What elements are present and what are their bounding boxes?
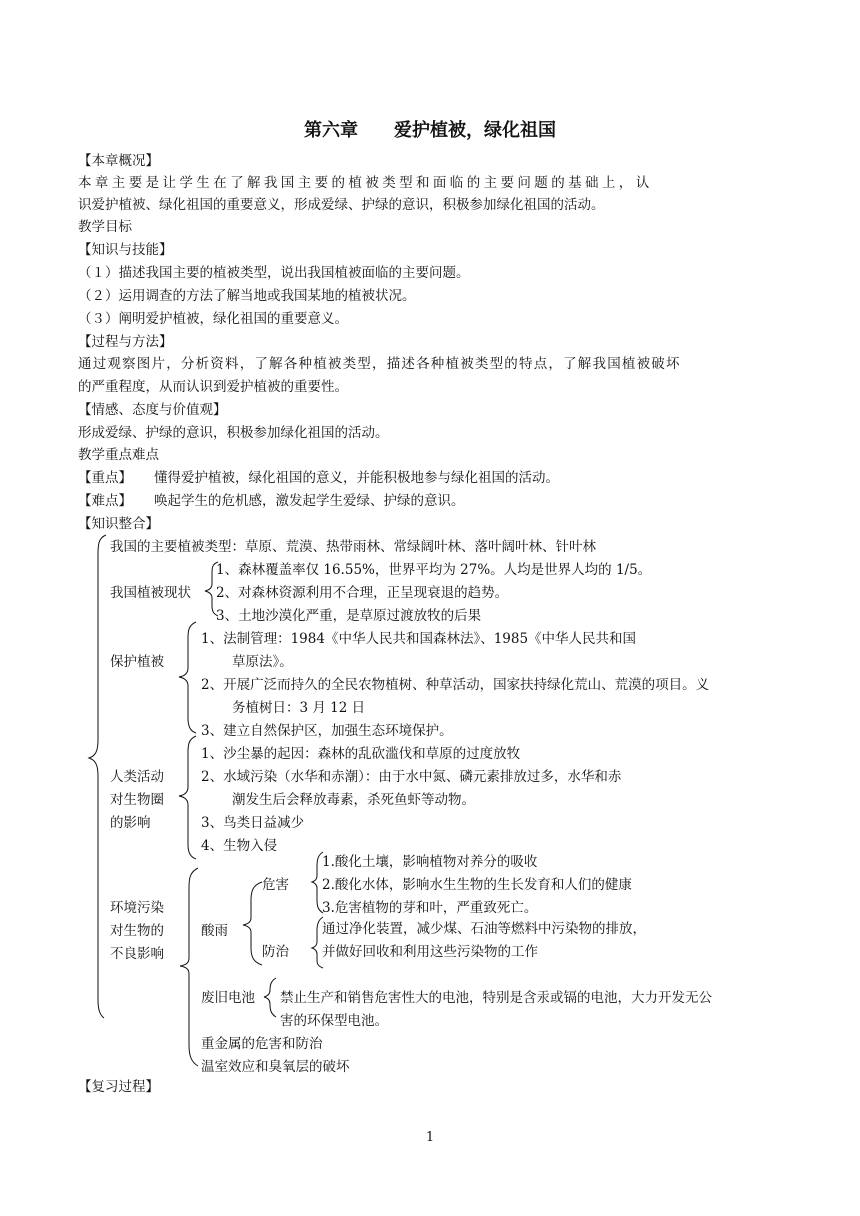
harm-item-1: 1.酸化土壤，影响植物对养分的吸收 — [322, 854, 538, 870]
prevent-item-2: 并做好回收和利用这些污染物的工作 — [322, 944, 538, 960]
chapter-title: 第六章 爱护植被，绿化祖国 — [304, 120, 556, 141]
battery-item-2: 害的环保型电池。 — [280, 1013, 388, 1029]
status-item-3: 3、土地沙漠化严重，是草原过渡放牧的后果 — [216, 608, 482, 624]
protect-item-2-cont: 务植树日：3 月 12 日 — [232, 700, 366, 716]
pollution-label-3: 不良影响 — [110, 946, 164, 962]
protect-item-2: 2、开展广泛而持久的全民农物植树、种草活动，国家扶持绿化荒山、荒漠的项目。义 — [201, 677, 710, 693]
keypoints-heading: 教学重点难点 — [78, 447, 159, 463]
knowledge-item-3: （３）阐明爱护植被，绿化祖国的重要意义。 — [78, 311, 348, 327]
protect-label: 保护植被 — [110, 654, 164, 670]
key-label: 【重点】 — [78, 470, 132, 486]
human-label-3: 的影响 — [110, 815, 151, 831]
human-label-1: 人类活动 — [110, 769, 164, 785]
overview-heading: 【本章概况】 — [78, 153, 159, 169]
process-heading: 【过程与方法】 — [78, 334, 173, 350]
overview-line-2: 识爱护植被、绿化祖国的重要意义，形成爱绿、护绿的意识，积极参加绿化祖国的活动。 — [78, 197, 605, 213]
knowledge-heading: 【知识与技能】 — [78, 242, 173, 258]
knowledge-item-1: （１）描述我国主要的植被类型，说出我国植被面临的主要问题。 — [78, 265, 470, 281]
review-heading: 【复习过程】 — [78, 1079, 159, 1095]
protect-item-1-cont: 草原法》。 — [232, 654, 293, 670]
human-item-1: 1、沙尘暴的起因：森林的乱砍滥伐和草原的过度放牧 — [201, 746, 521, 762]
harm-item-2: 2.酸化水体，影响水生生物的生长发育和人们的健康 — [322, 877, 632, 893]
battery-label: 废旧电池 — [201, 990, 255, 1006]
emotion-line: 形成爱绿、护绿的意识，积极参加绿化祖国的活动。 — [78, 425, 389, 441]
harm-item-3: 3.危害植物的芽和叶，严重致死亡。 — [322, 900, 538, 916]
protect-item-3: 3、建立自然保护区，加强生态环境保护。 — [201, 723, 453, 739]
acid-rain-label: 酸雨 — [201, 923, 228, 939]
process-line-1: 通过观察图片，分析资料，了解各种植被类型，描述各种植被类型的特点，了解我国植被破坏 — [78, 356, 681, 372]
integration-heading: 【知识整合】 — [78, 516, 159, 532]
pollution-label-2: 对生物的 — [110, 923, 164, 939]
harm-label: 危害 — [262, 877, 289, 893]
status-item-2: 2、对森林资源利用不合理，正呈现衰退的趋势。 — [216, 585, 509, 601]
process-line-2: 的严重程度，从而认识到爱护植被的重要性。 — [78, 379, 348, 395]
greenhouse-item: 温室效应和臭氧层的破坏 — [201, 1059, 350, 1075]
goals-heading: 教学目标 — [78, 219, 132, 235]
knowledge-item-2: （２）运用调查的方法了解当地或我国某地的植被状况。 — [78, 288, 416, 304]
difficulty-text: 唤起学生的危机感，激发起学生爱绿、护绿的意识。 — [154, 493, 465, 509]
difficulty-label: 【难点】 — [78, 493, 132, 509]
human-item-2-cont: 潮发生后会释放毒素，杀死鱼虾等动物。 — [232, 792, 475, 808]
pollution-label-1: 环境污染 — [110, 900, 164, 916]
status-label: 我国植被现状 — [110, 585, 191, 601]
protect-item-1: 1、法制管理：1984《中华人民共和国森林法》、1985《中华人民共和国 — [201, 631, 637, 647]
prevent-label: 防治 — [262, 944, 289, 960]
heavy-metal-item: 重金属的危害和防治 — [201, 1036, 323, 1052]
page-number: 1 — [425, 1130, 435, 1145]
human-item-3: 3、鸟类日益减少 — [201, 815, 305, 831]
prevent-item-1: 通过净化装置，减少煤、石油等燃料中污染物的排放， — [322, 921, 646, 937]
key-text: 懂得爱护植被，绿化祖国的意义，并能积极地参与绿化祖国的活动。 — [154, 470, 559, 486]
overview-line-1: 本章主要是让学生在了解我国主要的植被类型和面临的主要问题的基础上，认 — [78, 175, 653, 191]
main-vegetation-types: 我国的主要植被类型：草原、荒漠、热带雨林、常绿阔叶林、落叶阔叶林、针叶林 — [110, 539, 596, 555]
human-item-4: 4、生物入侵 — [201, 838, 278, 854]
human-label-2: 对生物圈 — [110, 792, 164, 808]
battery-item-1: 禁止生产和销售危害性大的电池，特别是含汞或镉的电池，大力开发无公 — [280, 990, 712, 1006]
emotion-heading: 【情感、态度与价值观】 — [78, 402, 227, 418]
status-item-1: 1、森林覆盖率仅 16.55%，世界平均为 27%。人均是世界人均的 1/5。 — [216, 562, 652, 578]
human-item-2: 2、水域污染（水华和赤潮）：由于水中氮、磷元素排放过多，水华和赤 — [201, 769, 622, 785]
